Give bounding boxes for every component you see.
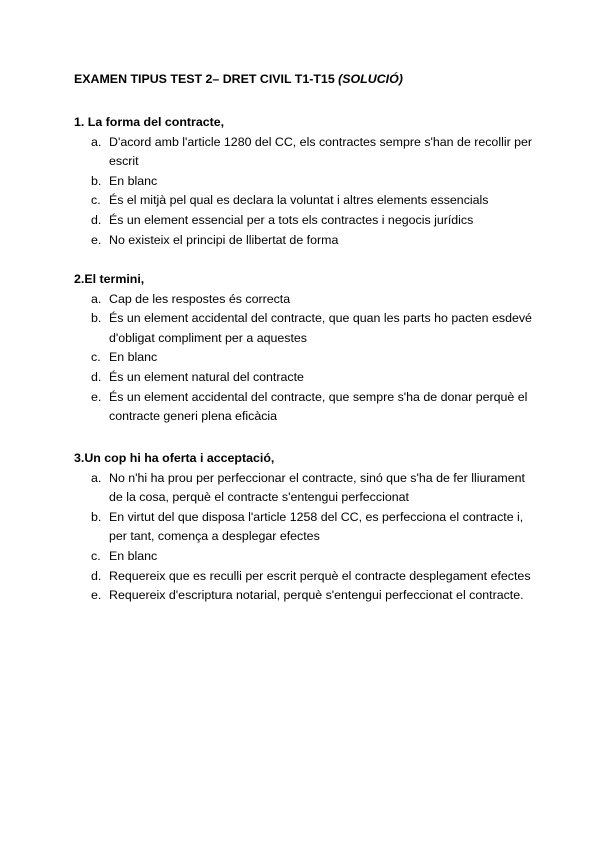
option-label: b.	[91, 173, 102, 188]
option-list	[74, 469, 534, 606]
question-heading: 1. La forma del contracte,	[74, 115, 225, 129]
question-3	[74, 449, 534, 606]
option-d	[74, 368, 534, 388]
option-e	[74, 388, 534, 427]
option-label: e.	[91, 588, 102, 603]
option-a	[74, 290, 534, 310]
option-d	[74, 211, 534, 231]
option-b	[74, 172, 534, 192]
option-text: És un element accidental del contracte, que sempre s'ha de donar perquè el contracte generi plena eficàcia	[109, 389, 528, 424]
option-text: Cap de les respostes és correcta	[109, 291, 291, 306]
exam-title-main: EXAMEN TIPUS TEST 2– DRET CIVIL T1-T15	[74, 72, 339, 86]
option-c	[74, 547, 534, 567]
option-b	[74, 309, 534, 348]
option-c	[74, 348, 534, 368]
option-text: D'acord amb l'article 1280 del CC, els contractes sempre s'han de recollir per escrit	[109, 134, 533, 169]
option-text: És un element accidental del contracte, que quan les parts ho pacten esdevé d'obligat compliment per a aquestes	[109, 311, 532, 345]
option-label: a.	[91, 134, 102, 149]
option-label: e.	[91, 232, 102, 247]
option-text: En blanc	[109, 173, 158, 188]
option-text: Requereix d'escriptura notarial, perquè s'entengui perfeccionat el contracte.	[109, 588, 524, 603]
option-label: d.	[91, 369, 102, 384]
option-label: a.	[91, 291, 102, 306]
question-heading: 2.El termini,	[74, 272, 145, 286]
option-text: En blanc	[109, 548, 158, 563]
option-text: Requereix que es reculli per escrit perquè el contracte desplegament efectes	[109, 568, 531, 583]
exam-title-solution: (SOLUCIÓ)	[338, 72, 403, 86]
option-label: d.	[91, 212, 102, 227]
option-list	[74, 290, 534, 427]
question-2	[74, 270, 534, 427]
option-b	[74, 508, 534, 547]
option-e	[74, 231, 534, 251]
option-label: e.	[91, 389, 102, 404]
option-text: És un element natural del contracte	[109, 369, 304, 384]
option-c	[74, 191, 534, 211]
option-e	[74, 586, 534, 606]
option-label: d.	[91, 568, 102, 583]
option-a	[74, 133, 534, 172]
option-label: c.	[91, 548, 101, 563]
option-label: b.	[91, 311, 102, 326]
option-text: És un element essencial per a tots els contractes i negocis jurídics	[109, 212, 474, 227]
option-text: En blanc	[109, 350, 158, 365]
option-text: No n'hi ha prou per perfeccionar el contracte, sinó que s'ha de fer lliurament de la cosa, perquè el contracte s'entengui perfeccionat	[109, 470, 525, 505]
option-text: No existeix el principi de llibertat de forma	[109, 232, 339, 247]
option-d	[74, 567, 534, 587]
question-heading: 3.Un cop hi ha oferta i acceptació,	[74, 451, 275, 465]
question-1	[74, 113, 534, 250]
option-label: a.	[91, 470, 102, 485]
option-a	[74, 469, 534, 508]
option-list	[74, 133, 534, 251]
option-text: És el mitjà pel qual es declara la voluntat i altres elements essencials	[109, 193, 489, 208]
option-text: En virtut del que disposa l'article 1258 del CC, es perfecciona el contracte i, per tant, comença a desplegar efectes	[109, 509, 524, 544]
exam-title	[74, 70, 403, 90]
option-label: b.	[91, 509, 102, 524]
option-label: c.	[91, 350, 101, 365]
option-label: c.	[91, 193, 101, 208]
